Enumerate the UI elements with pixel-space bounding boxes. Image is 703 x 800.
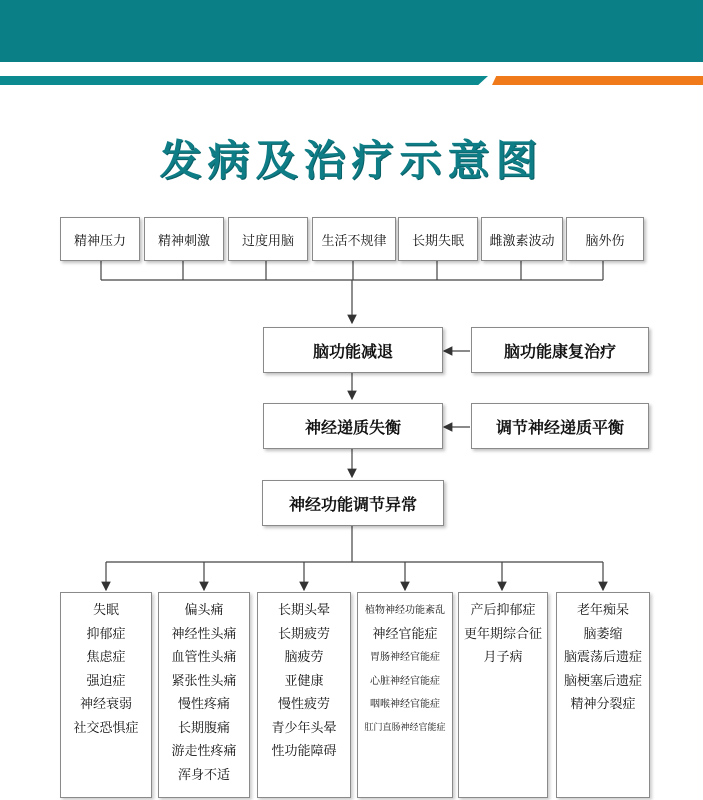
outcome-item: 强迫症 (86, 673, 126, 689)
outcome-item: 长期腹痛 (177, 720, 230, 736)
outcome-item: 脑疲劳 (284, 650, 324, 665)
outcome-item: 慢性疼痛 (177, 697, 230, 712)
cause-box: 脑外伤 (566, 217, 644, 261)
treatment-neurotransmitter: 调节神经递质平衡 (471, 403, 649, 449)
outcome-item: 更年期综合征 (463, 626, 542, 642)
cause-box: 精神刺激 (144, 217, 224, 261)
outcome-item: 神经衰弱 (79, 697, 132, 712)
cause-box: 雌激素波动 (481, 217, 563, 261)
diagram-title: 发病及治疗示意图 (159, 136, 544, 185)
outcome-item: 游走性疼痛 (171, 744, 237, 759)
cause-box: 生活不规律 (312, 217, 396, 261)
outcome-item: 浑身不适 (177, 767, 230, 783)
outcome-item: 月子病 (483, 650, 523, 665)
outcome-item: 脑萎缩 (583, 626, 623, 642)
outcome-group (556, 592, 650, 798)
outcome-item: 产后抑郁症 (470, 603, 536, 618)
outcome-group (60, 592, 152, 798)
outcome-item: 胃肠神经官能症 (370, 652, 440, 663)
outcome-item: 神经官能症 (372, 626, 438, 642)
flow-step-brain-decline: 脑功能减退 (263, 327, 443, 373)
outcome-item: 肛门直肠神经官能症 (364, 722, 446, 733)
treatment-brain-rehab: 脑功能康复治疗 (471, 327, 649, 373)
outcome-item: 失眠 (92, 603, 119, 618)
outcome-item: 紧张性头痛 (171, 673, 237, 689)
outcome-item: 植物神经功能紊乱 (365, 605, 445, 616)
flow-step-neuro-regulation: 神经功能调节异常 (262, 480, 444, 526)
cause-box: 精神压力 (60, 217, 140, 261)
outcome-item: 偏头痛 (184, 603, 224, 618)
outcome-item: 抑郁症 (86, 626, 126, 642)
outcome-group (257, 592, 351, 798)
outcome-item: 咽喉神经官能症 (370, 699, 440, 710)
outcome-item: 脑震荡后遗症 (563, 650, 642, 665)
outcome-item: 脑梗塞后遗症 (563, 673, 642, 689)
outcome-group (357, 592, 453, 798)
outcome-item: 老年痴呆 (576, 603, 629, 618)
outcome-item: 精神分裂症 (570, 697, 636, 712)
cause-box: 过度用脑 (228, 217, 308, 261)
outcome-item: 神经性头痛 (171, 626, 237, 642)
outcome-item: 焦虑症 (86, 650, 126, 665)
outcome-item: 慢性疲劳 (277, 697, 330, 712)
outcome-item: 血管性头痛 (171, 650, 237, 665)
outcome-item: 亚健康 (284, 673, 324, 689)
outcome-item: 社交恐惧症 (73, 720, 139, 736)
outcome-item: 性功能障碍 (271, 744, 337, 759)
outcome-item: 长期疲劳 (277, 626, 330, 642)
outcome-group (158, 592, 250, 798)
outcome-item: 长期头晕 (277, 603, 330, 618)
outcome-item: 青少年头晕 (271, 720, 337, 736)
outcome-item: 心脏神经官能症 (370, 675, 440, 687)
flow-step-neurotransmitter: 神经递质失衡 (263, 403, 443, 449)
cause-box: 长期失眠 (398, 217, 478, 261)
outcome-group (458, 592, 548, 798)
